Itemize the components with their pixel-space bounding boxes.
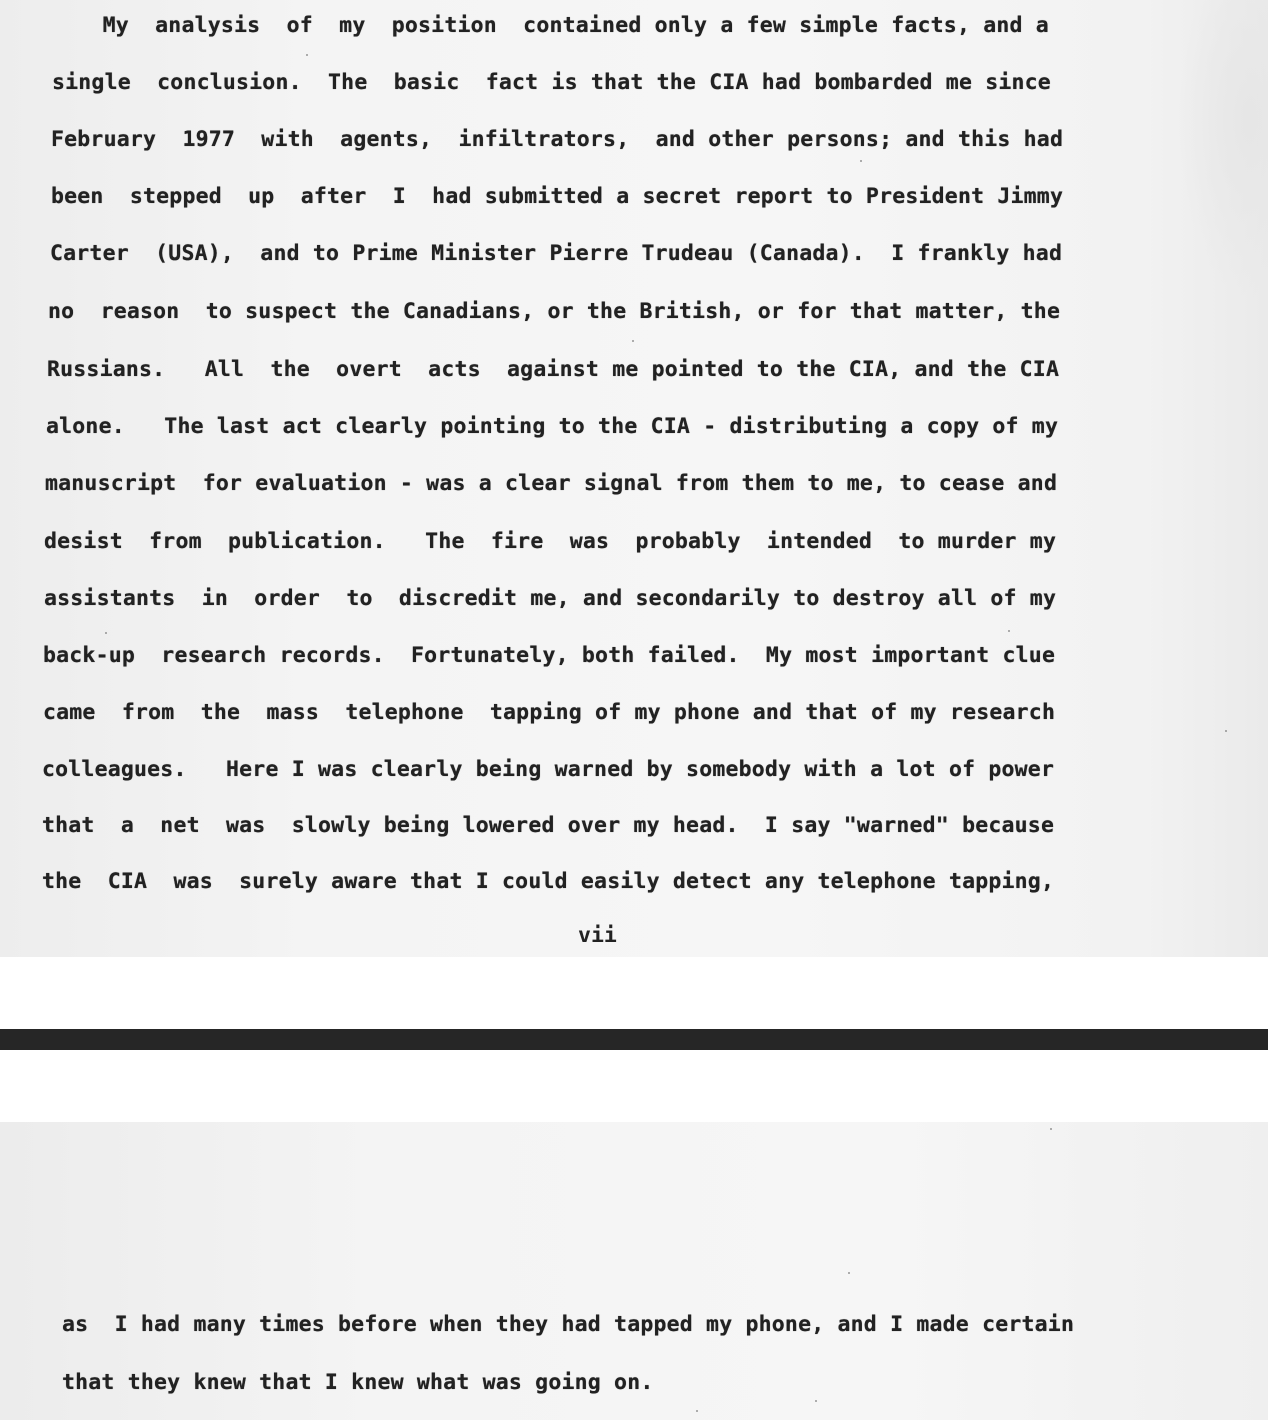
page-number: vii <box>578 923 617 948</box>
scan-speck <box>1050 1128 1052 1130</box>
scan-speck <box>815 1400 817 1402</box>
text-line: Carter (USA), and to Prime Minister Pierre Trudeau (Canada). I frankly had <box>50 241 1063 266</box>
scan-speck <box>848 1272 850 1274</box>
text-line: Russians. All the overt acts against me pointed to the CIA, and the CIA <box>47 357 1060 382</box>
scan-speck <box>105 632 107 634</box>
text-line: back-up research records. Fortunately, both failed. My most important clue <box>43 643 1056 668</box>
text-line: February 1977 with agents, infiltrators, and other persons; and this had <box>51 127 1064 152</box>
scan-speck <box>860 160 862 162</box>
text-line: the CIA was surely aware that I could easily detect any telephone tapping, <box>42 869 1055 894</box>
text-line: desist from publication. The fire was probably intended to murder my <box>44 529 1057 554</box>
text-line: as I had many times before when they had tapped my phone, and I made certain <box>62 1312 1075 1337</box>
text-line: manuscript for evaluation - was a clear signal from them to me, to cease and <box>45 471 1058 496</box>
page-divider-bar <box>0 1029 1268 1050</box>
scan-speck <box>696 1410 698 1412</box>
scan-speck <box>1008 630 1010 632</box>
scan-speck <box>632 340 634 342</box>
text-line: alone. The last act clearly pointing to the CIA - distributing a copy of my <box>46 414 1059 439</box>
text-line: assistants in order to discredit me, and secondarily to destroy all of my <box>44 586 1057 611</box>
text-line: been stepped up after I had submitted a secret report to President Jimmy <box>51 184 1064 209</box>
text-line: came from the mass telephone tapping of my phone and that of my research <box>43 700 1056 725</box>
page-gap <box>0 957 1268 1029</box>
text-line: no reason to suspect the Canadians, or the British, or for that matter, the <box>48 299 1061 324</box>
page-gap <box>0 1050 1268 1122</box>
text-line: colleagues. Here I was clearly being warned by somebody with a lot of power <box>42 757 1055 782</box>
text-line: that they knew that I knew what was going on. <box>62 1370 654 1395</box>
text-line: single conclusion. The basic fact is that the CIA had bombarded me since <box>52 70 1051 95</box>
scan-speck <box>1225 730 1227 732</box>
scan-smudge <box>1178 0 1268 300</box>
text-line: that a net was slowly being lowered over my head. I say "warned" because <box>42 813 1055 838</box>
text-line: My analysis of my position contained only a few simple facts, and a <box>50 13 1049 38</box>
scan-speck <box>306 54 308 56</box>
scanned-page-bottom <box>0 1122 1268 1420</box>
